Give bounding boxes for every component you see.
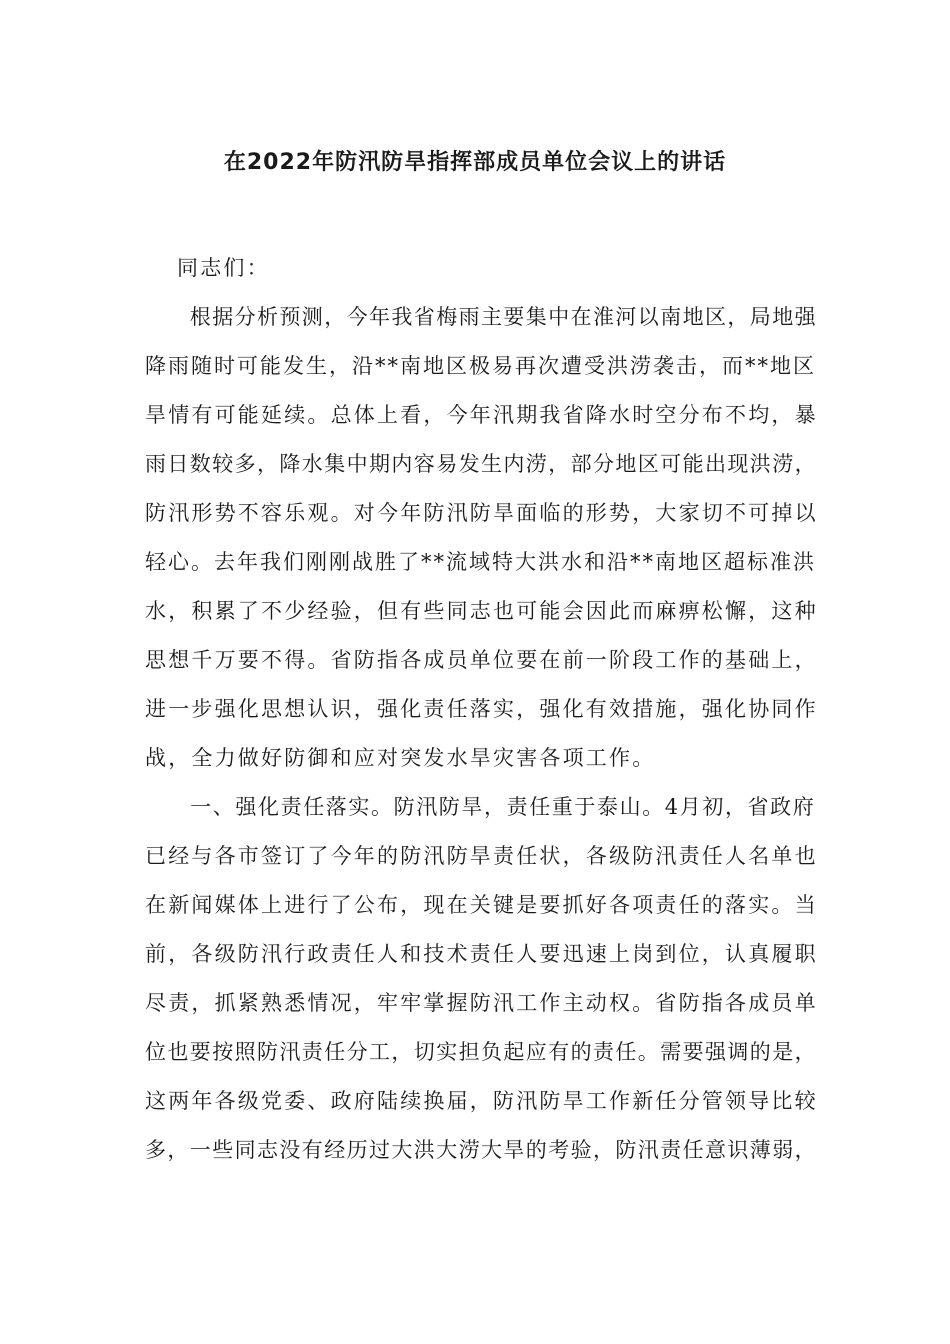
paragraph-line: 进一步强化思想认识，强化责任落实，强化有效措施，强化协同作 xyxy=(145,697,818,721)
paragraph-line: 水，积累了不少经验，但有些同志也可能会因此而麻痹松懈，这种 xyxy=(145,599,818,623)
paragraph-line: 在新闻媒体上进行了公布，现在关键是要抓好各项责任的落实。当 xyxy=(145,893,818,917)
paragraph-line: 多，一些同志没有经历过大洪大涝大旱的考验，防汛责任意识薄弱， xyxy=(145,1138,817,1162)
paragraph-line: 降雨随时可能发生，沿**南地区极易再次遭受洪涝袭击，而**地区 xyxy=(145,354,816,378)
document-title: 在2022年防汛防旱指挥部成员单位会议上的讲话 xyxy=(223,150,727,175)
paragraph-line: 防汛形势不容乐观。对今年防汛防旱面临的形势，大家切不可掉以 xyxy=(145,501,818,525)
paragraph-line: 战，全力做好防御和应对突发水旱灾害各项工作。 xyxy=(145,746,656,770)
paragraph-line: 已经与各市签订了今年的防汛防旱责任状，各级防汛责任人名单也 xyxy=(145,844,818,868)
paragraph-line: 位也要按照防汛责任分工，切实担负起应有的责任。需要强调的是， xyxy=(145,1040,817,1064)
paragraph-line: 一、强化责任落实。防汛防旱，责任重于泰山。4月初，省政府 xyxy=(145,795,816,819)
salutation: 同志们： xyxy=(177,256,270,280)
paragraph-line: 雨日数较多，降水集中期内容易发生内涝，部分地区可能出现洪涝， xyxy=(145,452,817,476)
paragraph-line: 前，各级防汛行政责任人和技术责任人要迅速上岗到位，认真履职 xyxy=(145,942,818,966)
paragraph-line: 轻心。去年我们刚刚战胜了**流域特大洪水和沿**南地区超标准洪 xyxy=(145,550,816,574)
paragraph-line: 思想千万要不得。省防指各成员单位要在前一阶段工作的基础上， xyxy=(145,648,818,672)
paragraph-line: 这两年各级党委、政府陆续换届，防汛防旱工作新任分管领导比较 xyxy=(145,1089,818,1113)
paragraph-line: 尽责，抓紧熟悉情况，牢牢掌握防汛工作主动权。省防指各成员单 xyxy=(145,991,818,1015)
paragraph-line: 根据分析预测，今年我省梅雨主要集中在淮河以南地区，局地强 xyxy=(145,305,817,329)
paragraph-line: 旱情有可能延续。总体上看，今年汛期我省降水时空分布不均，暴 xyxy=(145,403,818,427)
